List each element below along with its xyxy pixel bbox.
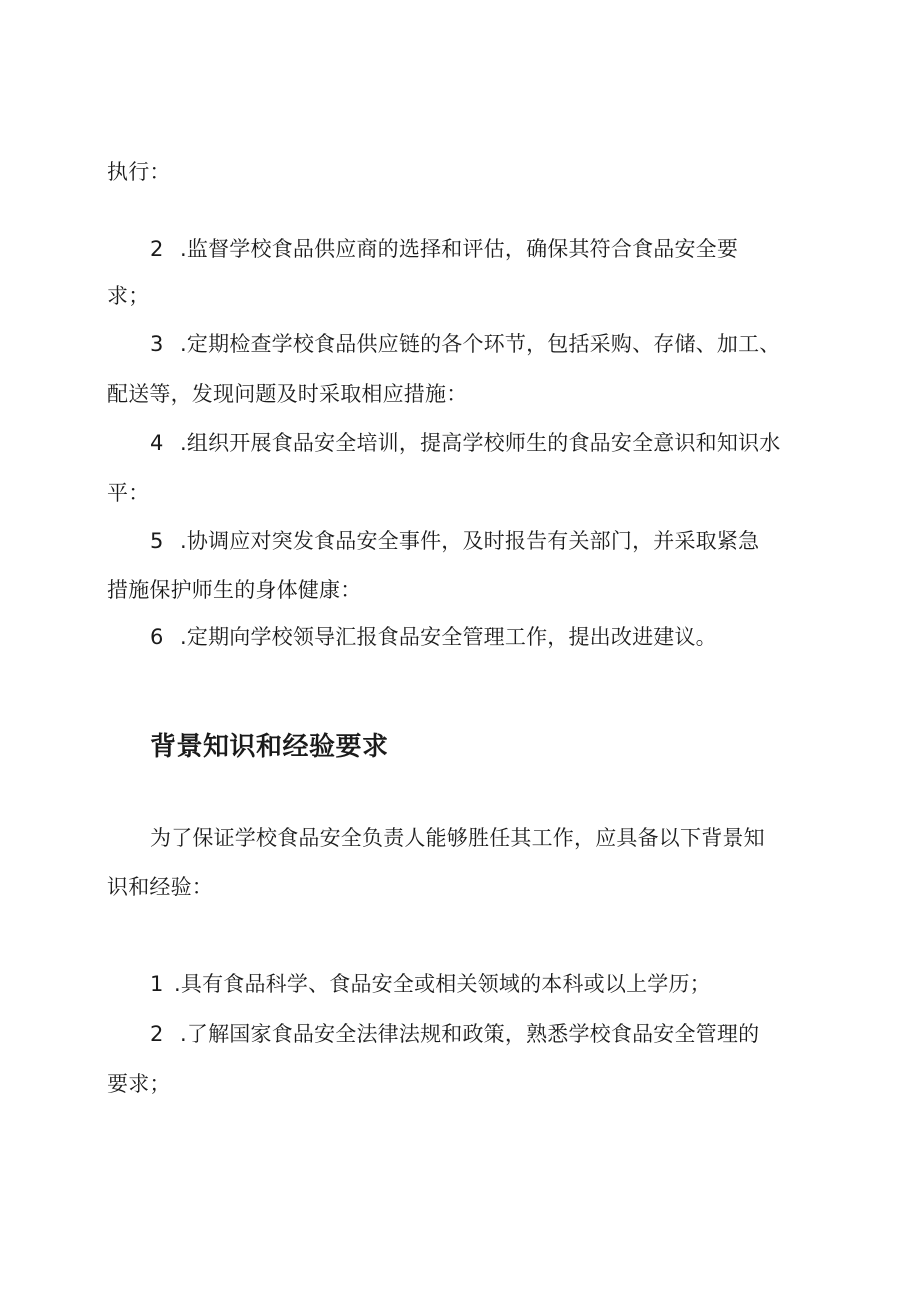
requirement-item-2-line2: 要求； <box>107 1072 171 1096</box>
section-intro-line2: 识和经验： <box>107 875 213 899</box>
duty-item-3-line2: 配送等，发现问题及时采取相应措施： <box>107 382 468 406</box>
requirement-item-2-line1 <box>150 1020 759 1048</box>
duty-item-6-text: .定期向学校领导汇报食品安全管理工作，提出改进建议。 <box>180 625 717 649</box>
section-intro-line1: 为了保证学校食品安全负责人能够胜任其工作，应具备以下背景知 <box>150 826 765 850</box>
requirement-item-1-number: 1 <box>150 972 164 996</box>
duty-item-3-line1 <box>150 330 780 358</box>
duty-item-5-text: .协调应对突发食品安全事件，及时报告有关部门，并采取紧急 <box>180 529 760 553</box>
duty-item-2-number: 2 <box>150 237 164 261</box>
duty-item-6-line1 <box>150 623 717 651</box>
duty-item-5-line2: 措施保护师生的身体健康： <box>107 578 362 602</box>
duty-item-6-number: 6 <box>150 625 164 649</box>
duty-item-2-line1 <box>150 235 738 263</box>
duty-item-5-line1 <box>150 527 759 555</box>
duty-item-2-text: .监督学校食品供应商的选择和评估，确保其符合食品安全要 <box>180 237 739 261</box>
section-heading: 背景知识和经验要求 <box>150 732 389 762</box>
duty-item-2-line2: 求； <box>107 284 150 308</box>
requirement-item-2-text: .了解国家食品安全法律法规和政策，熟悉学校食品安全管理的 <box>180 1022 760 1046</box>
duty-item-4-text: .组织开展食品安全培训，提高学校师生的食品安全意识和知识水 <box>180 431 781 455</box>
duty-item-3-text: .定期检查学校食品供应链的各个环节，包括采购、存储、加工、 <box>180 332 781 356</box>
duty-item-4-line1 <box>150 429 780 457</box>
requirement-item-1-text: .具有食品科学、食品安全或相关领域的本科或以上学历； <box>174 972 711 996</box>
duty-item-4-number: 4 <box>150 431 164 455</box>
duty-item-3-number: 3 <box>150 332 164 356</box>
requirement-item-1-line1 <box>150 970 711 998</box>
intro-line: 执行： <box>107 160 171 184</box>
duty-item-5-number: 5 <box>150 529 164 553</box>
requirement-item-2-number: 2 <box>150 1022 164 1046</box>
duty-item-4-line2: 平： <box>107 481 150 505</box>
